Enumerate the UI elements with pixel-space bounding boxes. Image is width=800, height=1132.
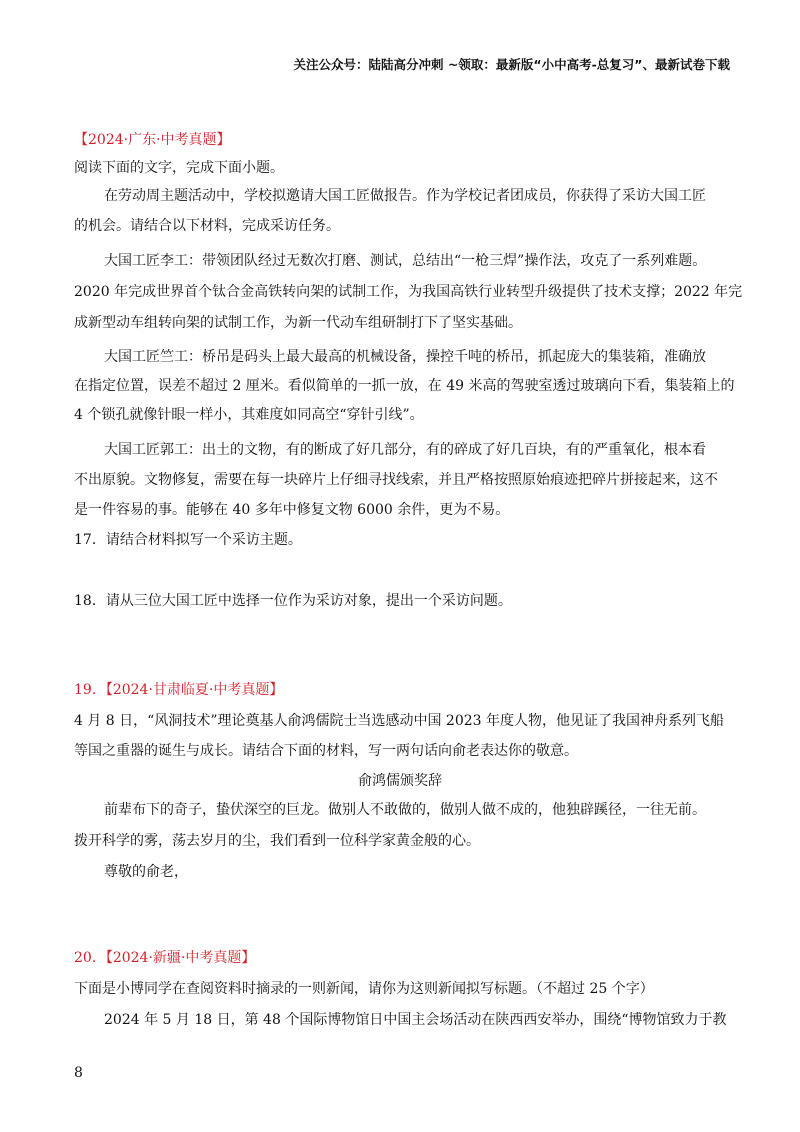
question-number: 19． <box>74 682 106 698</box>
page-number: 8 <box>74 1065 83 1081</box>
award-title: 俞鸿儒颁奖辞 <box>358 773 442 789</box>
question-18: 18．请从三位大国工匠中选择一位作为采访对象，提出一个采访问题。 <box>74 593 512 609</box>
award-text-line: 拨开科学的雾，荡去岁月的尘，我们看到一位科学家黄金般的心。 <box>74 833 480 849</box>
paragraph-line: 等国之重器的诞生与成长。请结合下面的材料，写一两句话向俞老表达你的敬意。 <box>74 743 578 759</box>
paragraph-line: 成新型动车组转向架的试制工作，为新一代动车组研制打下了坚实基础。 <box>74 315 522 331</box>
paragraph-line: 的机会。请结合以下材料，完成采访任务。 <box>74 218 340 234</box>
section-tag: 【2024·广东·中考真题】 <box>74 132 231 148</box>
paragraph-line: 阅读下面的文字，完成下面小题。 <box>74 160 284 176</box>
question-number: 20． <box>74 950 106 966</box>
paragraph-line: 不出原貌。文物修复，需要在每一块碎片上仔细寻找线索，并且严格按照原始痕迹把碎片拼接起来，这不 <box>74 472 718 488</box>
paragraph-line: 4 月 8 日，“风洞技术”理论奠基人俞鸿儒院士当选感动中国 2023 年度人物，他见证了我国神舟系列飞船 <box>74 713 725 729</box>
paragraph-line: 2024 年 5 月 18 日，第 48 个国际博物馆日中国主会场活动在陕西西安举办，围绕“博物馆致力于教 <box>104 1012 727 1028</box>
question-17: 17．请结合材料拟写一个采访主题。 <box>74 532 302 548</box>
section-tag: 【2024·甘肃临夏·中考真题】 <box>105 682 284 698</box>
section-heading <box>74 948 730 968</box>
paragraph-line: 是一件容易的事。能够在 40 多年中修复文物 6000 余件，更为不易。 <box>74 502 510 518</box>
paragraph-line: 大国工匠竺工：桥吊是码头上最大最高的机械设备，操控千吨的桥吊，抓起庞大的集装箱，准确放 <box>104 349 706 365</box>
section-heading <box>74 680 730 700</box>
paragraph-line: 下面是小博同学在查阅资料时摘录的一则新闻，请你为这则新闻拟写标题。（不超过 25 个字） <box>74 981 654 997</box>
section-tag: 【2024·新疆·中考真题】 <box>105 950 256 966</box>
paragraph-line: 在劳动周主题活动中，学校拟邀请大国工匠做报告。作为学校记者团成员，你获得了采访大国工匠 <box>104 188 706 204</box>
paragraph-line: 大国工匠郭工：出土的文物，有的断成了好几部分，有的碎成了好几百块，有的严重氧化，根本看 <box>104 442 706 458</box>
paragraph-line: 2020 年完成世界首个钛合金高铁转向架的试制工作，为我国高铁行业转型升级提供了技术支撑；2022 年完 <box>74 284 743 300</box>
paragraph-line: 在指定位置，误差不超过 2 厘米。看似简单的一抓一放，在 49 米高的驾驶室透过玻璃向下看，集装箱上的 <box>74 378 735 394</box>
salutation: 尊敬的俞老， <box>104 864 188 880</box>
paragraph-line: 4 个锁孔就像针眼一样小，其难度如同高空“穿针引线”。 <box>74 407 424 423</box>
page-header: 关注公众号：陆陆高分冲刺 ~领取：最新版“小中高考-总复习”、最新试卷下载 <box>293 57 730 72</box>
award-text-line: 前辈布下的奇子，蛰伏深空的巨龙。做别人不敢做的，做别人做不成的，他独辟蹊径，一往无前。 <box>104 802 706 818</box>
paragraph-line: 大国工匠李工：带领团队经过无数次打磨、测试，总结出“一枪三焊”操作法，攻克了一系列难题。 <box>104 253 707 269</box>
